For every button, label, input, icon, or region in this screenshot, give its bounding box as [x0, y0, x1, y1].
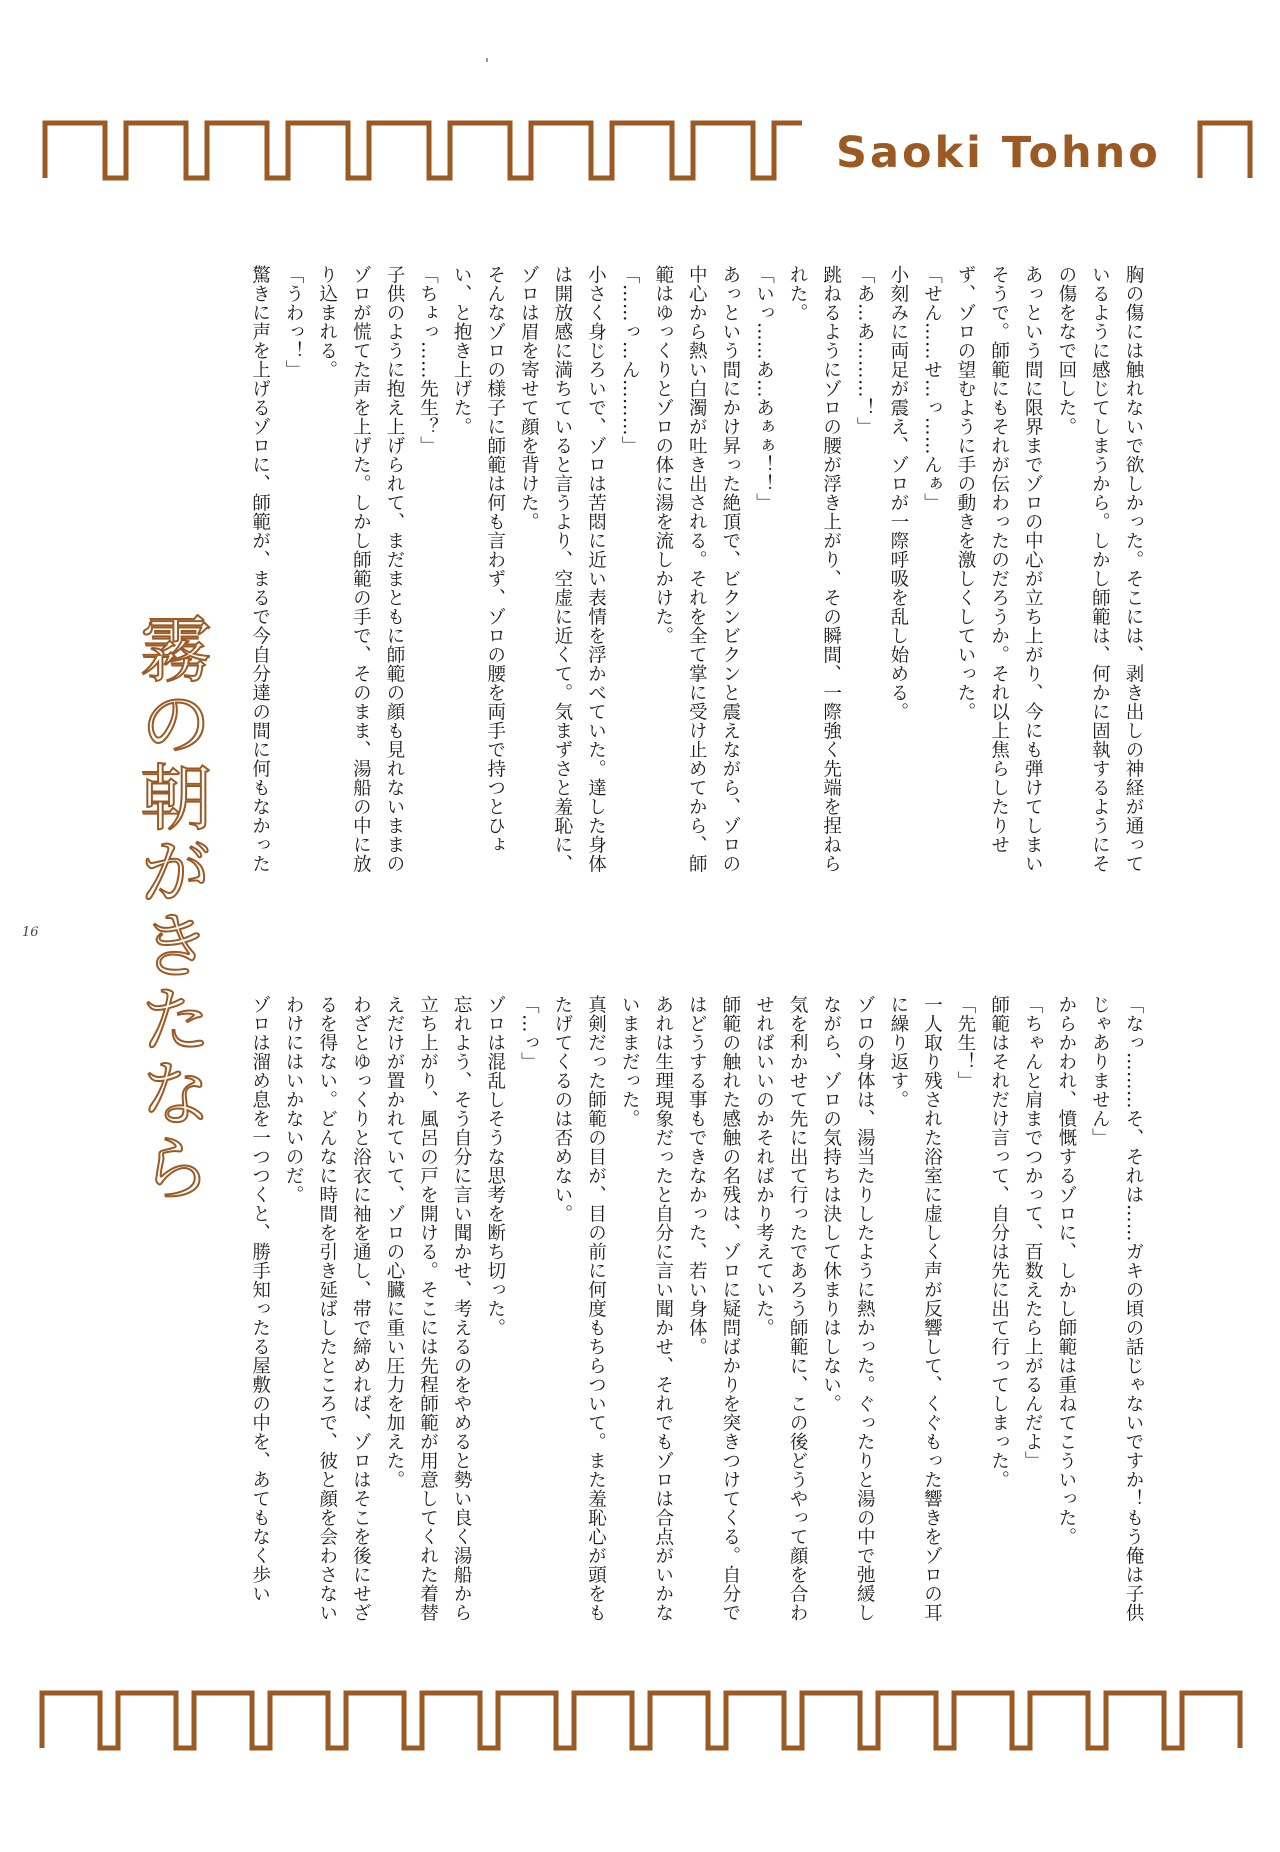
paragraph: 胸の傷には触れないで欲しかった。そこには、剥き出しの神経が通っているように感じてしまうから。しかし師範は、何かに固執するようにその傷をなで回した。	[1055, 265, 1144, 873]
paragraph: 「ちょっ……先生？」	[417, 265, 439, 455]
paragraph: 師範の触れた感触の名残は、ゾロに疑問ばかりを突きつけてくる。自分ではどうする事もできなかった、若い身体。	[686, 995, 741, 1622]
paragraph: 師範はそれだけ言って、自分は先に出て行ってしまった。	[988, 995, 1010, 1489]
paragraph: 「せん……せ…っ……んぁ」	[921, 265, 943, 512]
paragraph: そんなゾロの様子に師範は何も言わず、ゾロの腰を両手で持つとひょい、と抱き上げた。	[451, 265, 506, 854]
paragraph: 跳ねるようにゾロの腰が浮き上がり、その瞬間、一際強く先端を捏ねられた。	[787, 265, 842, 873]
paragraph: 「ちゃんと肩までつかって、百数えたら上がるんだよ」	[1022, 995, 1044, 1470]
top-meander-end	[1200, 123, 1250, 178]
paragraph: 子供のように抱え上げられて、まだまともに師範の顔も見れないままのゾロが慌てた声を上げた。しかし師範の手で、そのまま、湯船の中に放り込まれる。	[316, 265, 405, 873]
bottom-meander-line	[42, 1693, 1240, 1748]
paragraph: 気を利かせて先に出て行ったであろう師範に、この後どうやって顔を合わせればいいのかそればかり考えていた。	[753, 995, 809, 1622]
paragraph: 「うわっ！」	[283, 265, 305, 379]
upper-text-block	[245, 265, 1150, 890]
paragraph: あっという間に限界までゾロの中心が立ち上がり、今にも弾けてしまいそうで。師範にもそれが伝わったのだろうか。それ以上焦らしたりせず、ゾロの望むように手の動きを激しくしていった。	[955, 265, 1044, 873]
paragraph: 小刻みに両足が震え、ゾロが一際呼吸を乱し始める。	[887, 265, 909, 721]
paragraph: 「いっ……あ…あぁぁ！！」	[753, 265, 775, 512]
paragraph: 「先生！」	[955, 995, 977, 1090]
paragraph: 真剣だった師範の目が、目の前に何度もちらついて。また羞恥心が頭をもたげてくるのは否めない。	[551, 995, 607, 1622]
paragraph: 一人取り残された浴室に虚しく声が反響して、くぐもった響きをゾロの耳に繰り返す。	[887, 995, 943, 1622]
paragraph: 驚きに声を上げるゾロに、師範が、まるで今自分達の間に何もなかった	[249, 265, 271, 873]
top-meander-line	[45, 123, 802, 178]
paragraph: あれは生理現象だったと自分に言い聞かせ、それでもゾロは合点がいかないままだった。	[619, 995, 674, 1622]
paper-speck	[486, 58, 488, 62]
paragraph: 「……っ…ん………」	[619, 265, 641, 455]
bottom-meander-border	[0, 1688, 1280, 1752]
paragraph: 忘れよう、そう自分に言い聞かせ、考えるのをやめると勢い良く湯船から立ち上がり、風呂の戸を開ける。そこには先程師範が用意してくれた着替えだけが置かれていて、ゾロの心臓に重い圧力を加えた。	[383, 995, 473, 1622]
story-title: 霧の朝がきたなら	[128, 612, 212, 1204]
paragraph: 「…っ」	[518, 995, 540, 1071]
page-number: 16	[22, 925, 39, 940]
lower-text-block	[245, 995, 1150, 1635]
paragraph: 「なっ………そ、それは……ガキの頃の話じゃないですか！もう俺は子供じゃありません」	[1089, 995, 1144, 1622]
paragraph: ゾロの身体は、湯当たりしたように熱かった。ぐったりと湯の中で弛緩しながら、ゾロの気持ちは決して休まりはしない。	[820, 995, 876, 1622]
author-name: Saoki Tohno	[836, 128, 1161, 178]
paragraph: 「あ…あ………！」	[854, 265, 876, 436]
paragraph: あっという間にかけ昇った絶頂で、ビクンビクンと震えながら、ゾロの中心から熱い白濁が吐き出される。それを全て掌に受け止めてから、師範はゆっくりとゾロの体に湯を流しかけた。	[652, 265, 741, 873]
paragraph: 小さく身じろいで、ゾロは苦悶に近い表情を浮かべていた。達した身体は開放感に満ちていると言うより、空虚に近くて。気まずさと羞恥に、ゾロは眉を寄せて顔を背けた。	[518, 265, 607, 873]
paragraph: からかわれ、憤慨するゾロに、しかし師範は重ねてこういった。	[1055, 995, 1077, 1546]
paragraph: ゾロは混乱しそうな思考を断ち切った。	[484, 995, 506, 1337]
paragraph: わざとゆっくりと浴衣に袖を通し、帯で締めれば、ゾロはそこを後にせざるを得ない。どんなに時間を引き延ばしたところで、彼と顔を会わさないわけにはいかないのだ。	[283, 995, 372, 1622]
paragraph: ゾロは溜め息を一つつくと、勝手知ったる屋敷の中を、あてもなく歩い	[249, 995, 271, 1603]
